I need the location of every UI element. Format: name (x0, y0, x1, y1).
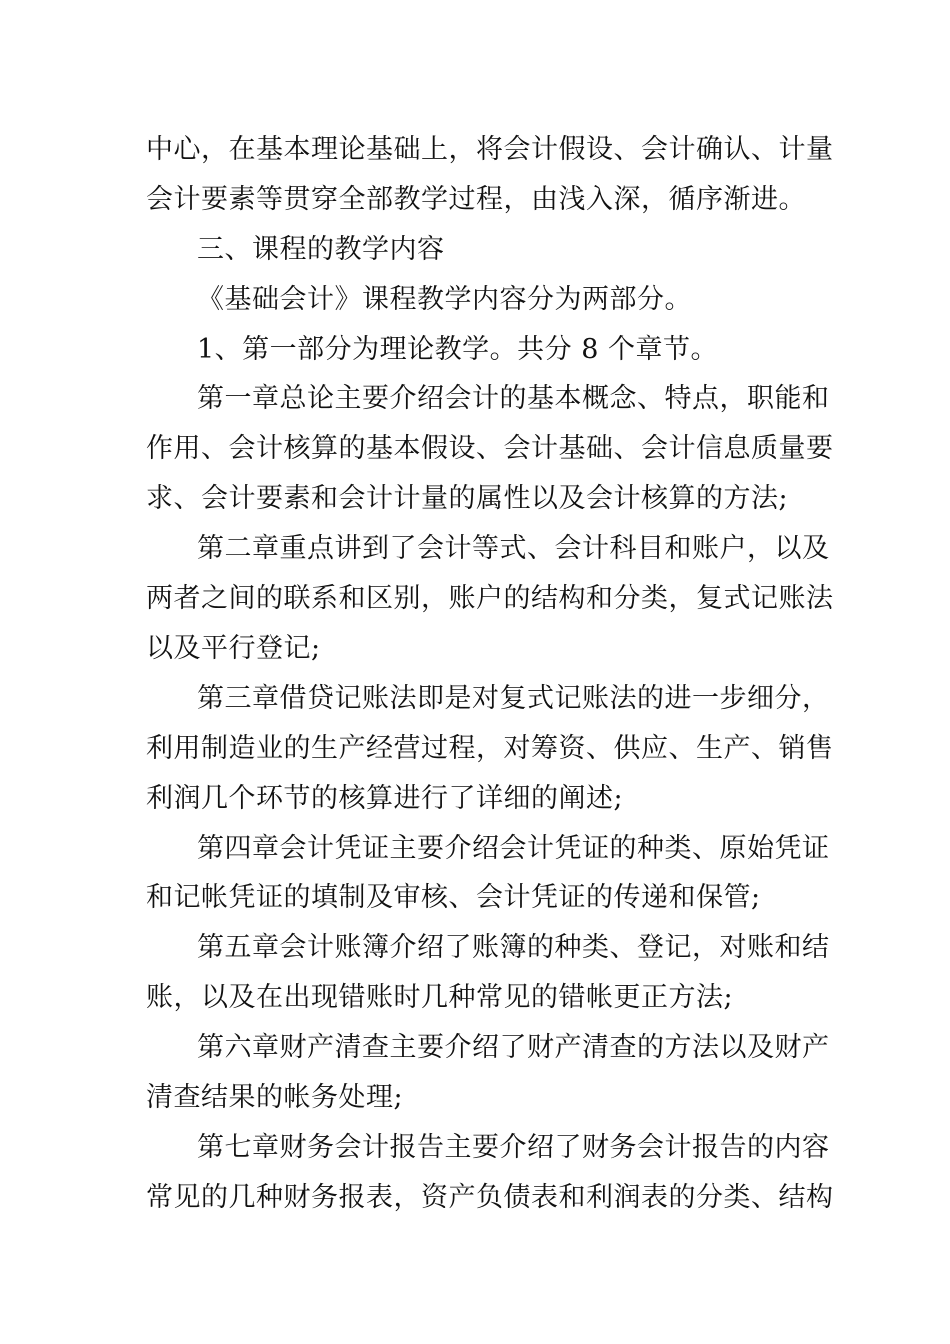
section-heading: 三、课程的教学内容 (197, 234, 445, 265)
text-line: 第七章财务会计报告主要介绍了财务会计报告的内容 (197, 1132, 830, 1163)
text-line: 求、会计要素和会计计量的属性以及会计核算的方法; (146, 483, 789, 514)
text-line: 利润几个环节的核算进行了详细的阐述; (146, 783, 624, 814)
text-line: 第五章会计账簿介绍了账簿的种类、登记，对账和结 (197, 932, 830, 963)
text-line: 第六章财产清查主要介绍了财产清查的方法以及财产 (197, 1032, 830, 1063)
text-line: 利用制造业的生产经营过程，对筹资、供应、生产、销售 (146, 733, 834, 764)
text-line: 两者之间的联系和区别，账户的结构和分类，复式记账法 (146, 583, 834, 614)
text-line: 常见的几种财务报表，资产负债表和利润表的分类、结构 (146, 1182, 834, 1213)
text-line: 和记帐凭证的填制及审核、会计凭证的传递和保管; (146, 882, 761, 913)
text-line: 《基础会计》课程教学内容分为两部分。 (197, 284, 692, 315)
text-line: 1、第一部分为理论教学。共分 8 个章节。 (197, 334, 719, 365)
text-line: 清查结果的帐务处理; (146, 1082, 404, 1113)
text-line: 第一章总论主要介绍会计的基本概念、特点，职能和 (197, 383, 830, 414)
text-line: 第三章借贷记账法即是对复式记账法的进一步细分， (197, 683, 830, 714)
text-line: 账，以及在出现错账时几种常见的错帐更正方法; (146, 982, 734, 1013)
text-line: 第二章重点讲到了会计等式、会计科目和账户，以及 (197, 533, 830, 564)
text-line: 会计要素等贯穿全部教学过程，由浅入深，循序渐进。 (146, 184, 806, 215)
text-line: 作用、会计核算的基本假设、会计基础、会计信息质量要 (146, 433, 834, 464)
text-line: 第四章会计凭证主要介绍会计凭证的种类、原始凭证 (197, 833, 830, 864)
text-line: 以及平行登记; (146, 633, 321, 664)
text-line: 中心，在基本理论基础上，将会计假设、会计确认、计量 (146, 134, 834, 165)
